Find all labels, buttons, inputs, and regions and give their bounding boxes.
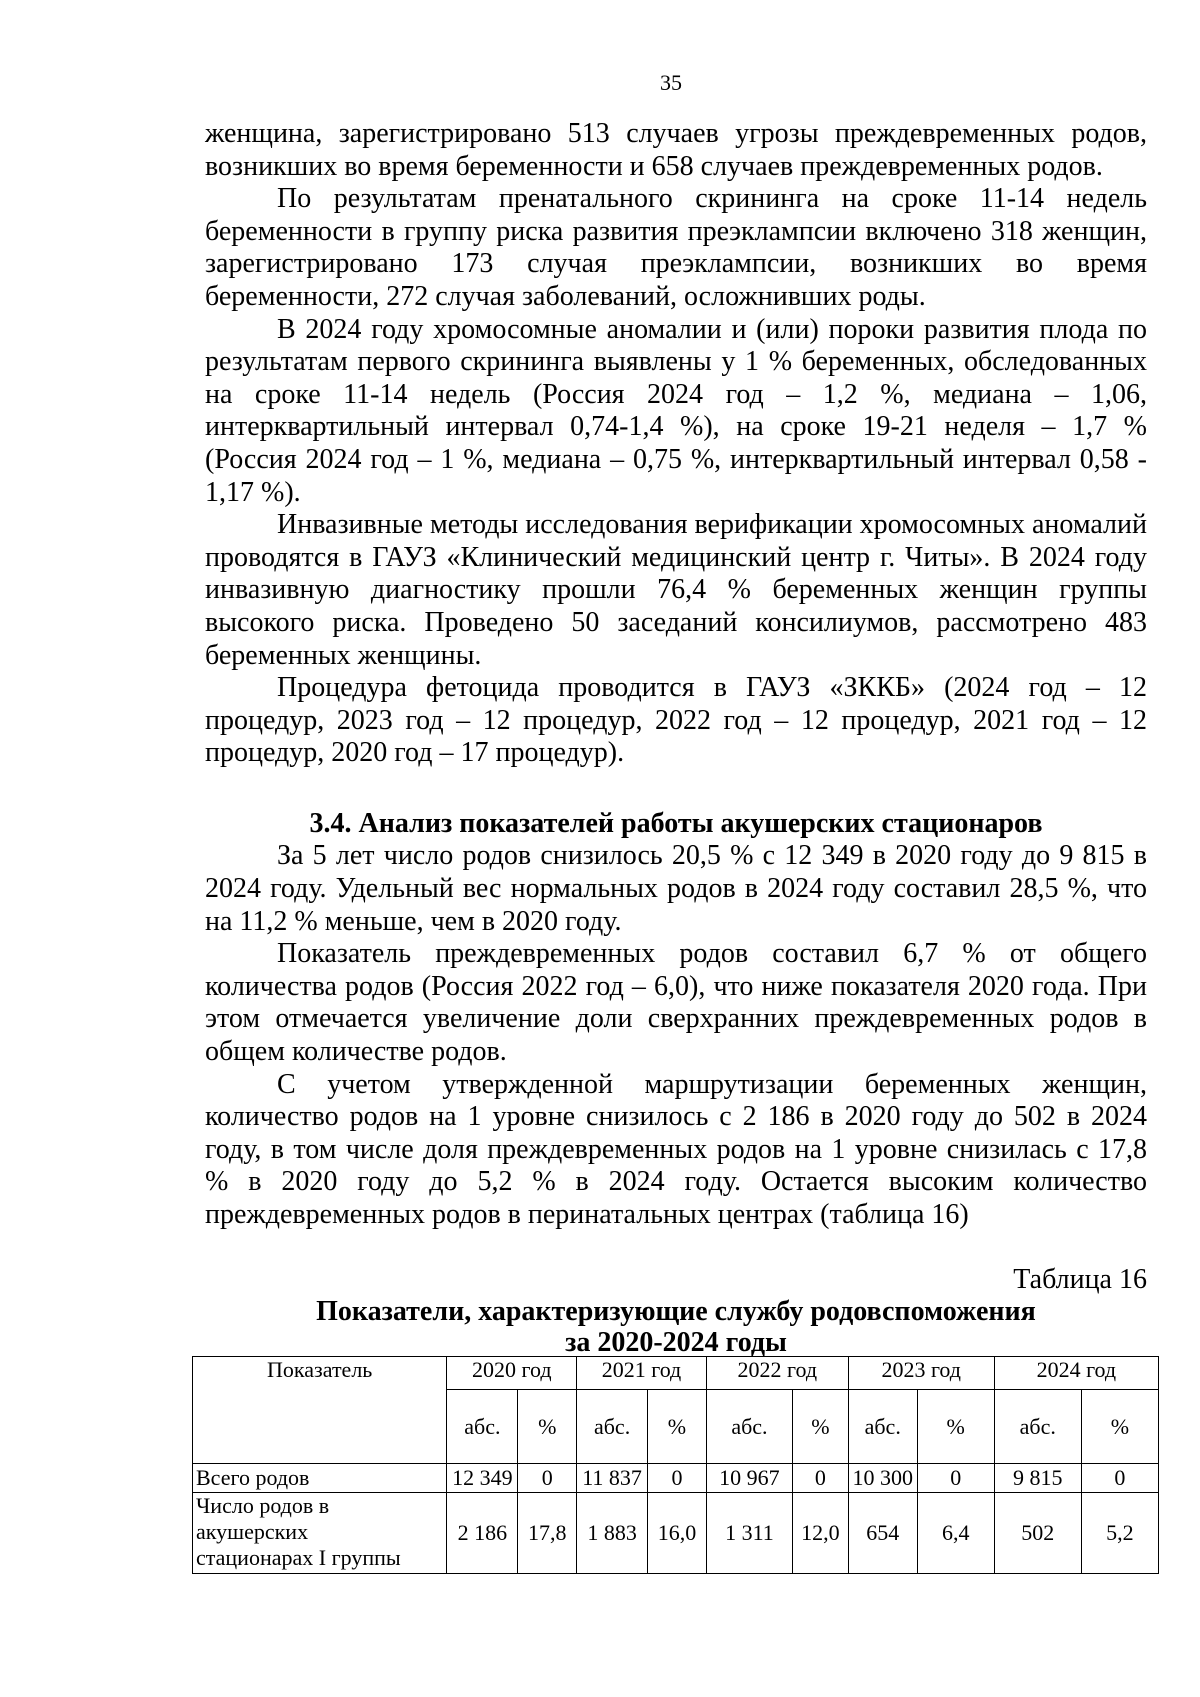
document-body (205, 118, 1147, 1358)
table-cell: 0 (917, 1464, 994, 1493)
row-label: Всего родов (193, 1464, 447, 1493)
table-cell: 6,4 (917, 1493, 994, 1574)
page-number: 35 (660, 70, 682, 95)
paragraph: По результатам пренатального скрининга на сроке 11-14 недель беременности в группу риска развития преэклампсии включено 318 женщин, зарегистрировано 173 случая преэклампсии, возникших во время беременности, 272 случая заболеваний, осложнивших роды. (205, 183, 1147, 312)
header-pct: % (793, 1390, 849, 1464)
indicators-table (192, 1356, 1159, 1574)
table-cell: 654 (848, 1493, 917, 1574)
header-pct: % (648, 1390, 707, 1464)
table-cell: 17,8 (518, 1493, 577, 1574)
table-cell: 11 837 (577, 1464, 648, 1493)
table-title-line-2: за 2020-2024 годы (565, 1327, 787, 1359)
header-abs: абс. (848, 1390, 917, 1464)
row-label-line: стационарах I группы (196, 1545, 401, 1570)
table-cell: 0 (1081, 1464, 1158, 1493)
paragraph: Процедура фетоцида проводится в ГАУЗ «ЗККБ» (2024 год – 12 процедур, 2023 год – 12 процедур, 2022 год – 12 процедур, 2021 год – 12 процедур, 2020 год – 17 процедур). (205, 672, 1147, 769)
header-pct: % (1081, 1390, 1158, 1464)
paragraph: женщина, зарегистрировано 513 случаев угрозы преждевременных родов, возникших во время беременности и 658 случаев преждевременных родов. (205, 118, 1147, 182)
row-label (193, 1493, 447, 1574)
table-cell: 10 300 (848, 1464, 917, 1493)
header-pct: % (518, 1390, 577, 1464)
section-heading: 3.4. Анализ показателей работы акушерских стационаров (309, 807, 1043, 839)
table-cell: 1 883 (577, 1493, 648, 1574)
header-year: 2021 год (577, 1357, 707, 1390)
row-label-line: акушерских (196, 1519, 309, 1544)
table-cell: 0 (518, 1464, 577, 1493)
table-cell: 12 349 (447, 1464, 518, 1493)
table-cell: 9 815 (994, 1464, 1081, 1493)
header-abs: абс. (706, 1390, 792, 1464)
table-header-row (193, 1357, 1159, 1390)
table-cell: 0 (793, 1464, 849, 1493)
header-abs: абс. (577, 1390, 648, 1464)
paragraph: Показатель преждевременных родов составил 6,7 % от общего количества родов (Россия 2022 год – 6,0), что ниже показателя 2020 года. При этом отмечается увеличение доли сверхранних преждевременных родов в общем количестве родов. (205, 938, 1147, 1068)
table-cell: 10 967 (706, 1464, 792, 1493)
paragraph: За 5 лет число родов снизилось 20,5 % с 12 349 в 2020 году до 9 815 в 2024 году. Удельный вес нормальных родов в 2024 году составил 28,5 %, что на 11,2 % меньше, чем в 2020 году. (205, 840, 1147, 937)
paragraph: Инвазивные методы исследования верификации хромосомных аномалий проводятся в ГАУЗ «Клинический медицинский центр г. Читы». В 2024 году инвазивную диагностику прошли 76,4 % беременных женщин группы высокого риска. Проведено 50 заседаний консилиумов, рассмотрено 483 беременных женщины. (205, 509, 1147, 671)
header-indicator: Показатель (193, 1357, 447, 1464)
row-label-line: Число родов в (196, 1493, 330, 1518)
table-cell: 16,0 (648, 1493, 707, 1574)
table-cell: 502 (994, 1493, 1081, 1574)
header-pct: % (917, 1390, 994, 1464)
paragraph: С учетом утвержденной маршрутизации беременных женщин, количество родов на 1 уровне снизилось с 2 186 в 2020 году до 502 в 2024 году, в том числе доля преждевременных родов на 1 уровне снизилась с 17,8 % в 2020 году до 5,2 % в 2024 году. Остается высоким количество преждевременных родов в перинатальных центрах (таблица 16) (205, 1068, 1147, 1230)
table-cell: 0 (648, 1464, 707, 1493)
header-abs: абс. (447, 1390, 518, 1464)
table-cell: 2 186 (447, 1493, 518, 1574)
header-year: 2020 год (447, 1357, 577, 1390)
table-row (193, 1464, 1159, 1493)
header-year: 2022 год (706, 1357, 848, 1390)
table-row (193, 1493, 1159, 1574)
table-title-line-1: Показатели, характеризующие службу родовспоможения (316, 1296, 1036, 1328)
table-caption: Таблица 16 (1013, 1263, 1147, 1295)
header-abs: абс. (994, 1390, 1081, 1464)
table-cell: 5,2 (1081, 1493, 1158, 1574)
header-year: 2023 год (848, 1357, 994, 1390)
header-year: 2024 год (994, 1357, 1158, 1390)
table-cell: 12,0 (793, 1493, 849, 1574)
paragraph: В 2024 году хромосомные аномалии и (или) пороки развития плода по результатам первого скрининга выявлены у 1 % беременных, обследованных на сроке 11-14 недель (Россия 2024 год – 1,2 %, медиана – 1,06, интерквартильный интервал 0,74-1,4 %), на сроке 19-21 неделя – 1,7 % (Россия 2024 год – 1 %, медиана – 0,75 %, интерквартильный интервал 0,58 - 1,17 %). (205, 313, 1147, 508)
table-cell: 1 311 (706, 1493, 792, 1574)
